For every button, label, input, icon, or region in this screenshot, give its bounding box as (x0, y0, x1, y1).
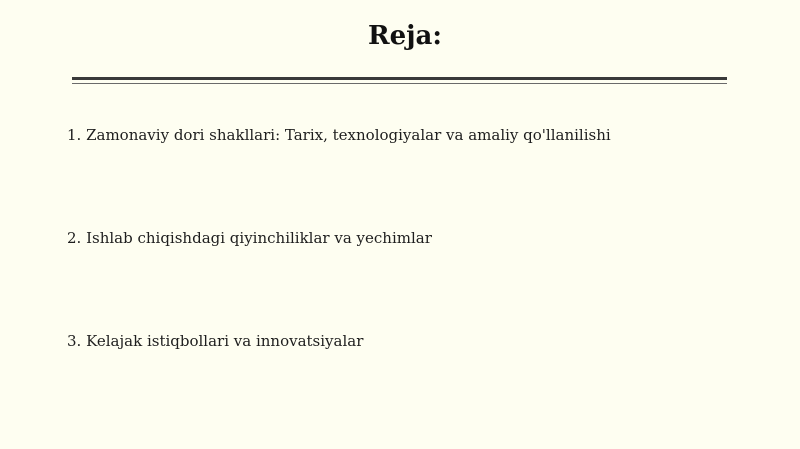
outline-item-2: 2. Ishlab chiqishdagi qiyinchiliklar va yechimlar (67, 229, 432, 247)
title-divider-thick (72, 77, 727, 80)
title-divider-thin (72, 83, 727, 84)
outline-item-1: 1. Zamonaviy dori shakllari: Tarix, texnologiyalar va amaliy qo'llanilishi (67, 126, 611, 144)
outline-item-3: 3. Kelajak istiqbollari va innovatsiyalar (67, 332, 364, 350)
slide-title: Reja: (367, 21, 442, 51)
